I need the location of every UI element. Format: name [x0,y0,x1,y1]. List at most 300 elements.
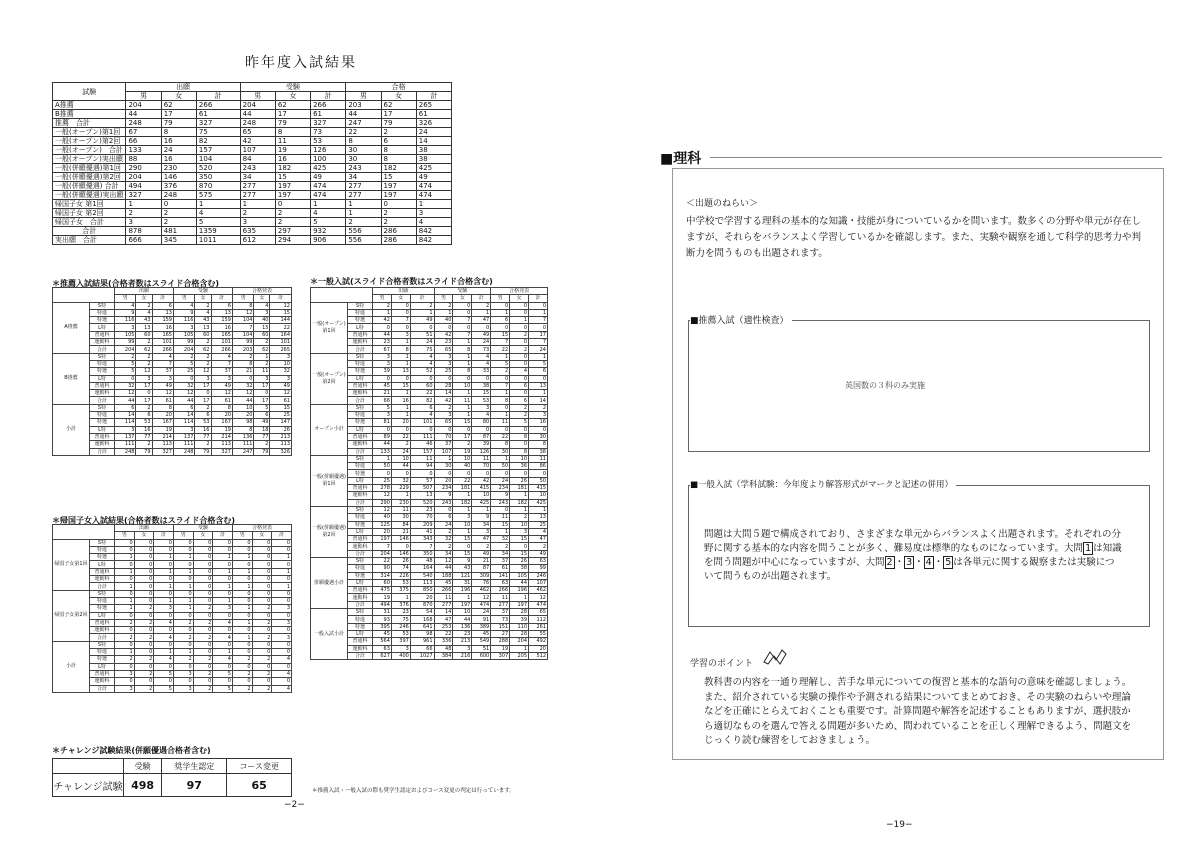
kikoku-course-label: S特 [90,590,115,597]
table-cell: 101 [410,419,434,426]
table-cell: 4 [272,656,292,663]
table-cell: 11 [410,455,434,462]
table-cell: 1 [232,554,252,561]
table-cell: 73 [472,346,491,353]
table-cell: 0 [472,470,491,477]
ippan-course-label: 普通科 [348,536,373,543]
kikoku-course-label: 特進 [90,649,115,656]
table-cell: 0 [434,426,453,433]
table-cell: 40 [373,514,392,521]
table-cell: 146 [391,550,410,557]
table-cell: 14 [416,137,451,146]
table-cell: 101 [211,339,232,346]
kikoku-course-label: S特 [90,539,115,546]
table-cell: 216 [453,652,472,659]
table-cell: 1 [213,554,233,561]
table-cell: 0 [510,339,529,346]
kikoku-course-label: 運動科 [90,678,115,685]
table-cell: 2 [252,656,272,663]
table-cell: 0 [213,627,233,634]
table-cell: 0 [272,561,292,568]
table-cell: 24 [410,339,434,346]
table-cell: 126 [311,146,346,155]
table-cell: 16 [152,324,173,331]
ippan-course-label: 合計 [348,652,373,659]
table-cell: 15 [491,331,510,338]
table-cell: 0 [173,612,193,619]
table-cell: 8 [346,137,381,146]
table-cell: 0 [232,590,252,597]
suisen-course-label: 特進 [90,360,115,367]
table-cell: 0 [173,641,193,648]
table-cell: 0 [115,375,136,382]
table-cell: 17 [275,110,310,119]
table-cell: 0 [529,324,548,331]
table-cell: 0 [213,546,233,553]
table-cell: 0 [491,404,510,411]
ippan-group-label: 一般(併願優遇)第2回 [311,506,348,557]
table-cell: 0 [373,426,392,433]
table-cell: 1 [391,390,410,397]
table-cell: 34 [472,521,491,528]
table-cell: 247 [346,119,381,128]
table-cell: 2 [173,656,193,663]
ippan-course-label: S特 [348,302,373,309]
table-cell: 1 [154,568,174,575]
table-cell: 3 [154,605,174,612]
table-cell: 2 [434,302,453,309]
table-cell: 65 [240,128,275,137]
table-row [53,539,292,546]
table-cell: 0 [510,360,529,367]
table-cell: 4 [173,302,194,309]
table-cell: 0 [391,470,410,477]
table-cell: 7 [410,543,434,550]
table-cell: 230 [391,499,410,506]
table-cell: 13 [136,324,152,331]
table-cell: 3 [270,353,292,360]
table-cell: 0 [193,576,213,583]
table-cell: 12 [136,368,152,375]
sub-header: 女 [275,92,310,101]
table-cell: 31 [373,609,392,616]
table-cell: 2 [232,670,252,677]
table-cell: 8 [232,426,253,433]
ippan-course-label: L特 [348,579,373,586]
table-cell: 549 [472,638,491,645]
table-cell: 5 [254,404,270,411]
table-cell: 2 [254,360,270,367]
table-cell: 75 [196,128,240,137]
table-cell: 77 [136,433,152,440]
suisen-group-header: 合格発表 [232,288,291,295]
suisen-sub-header: 男 [115,295,136,302]
table-cell: 19 [211,426,232,433]
table-cell: 63 [529,557,548,564]
row-label: 帰国子女 合計 [53,218,126,227]
table-cell: 49 [410,317,434,324]
kikoku-course-label: 特進 [90,546,115,553]
suisen-course-label: 合計 [90,397,115,404]
table-cell: 1 [213,597,233,604]
table-cell: 2 [491,368,510,375]
table-cell: 1 [391,492,410,499]
table-cell: 10 [453,382,472,389]
table-cell: 0 [136,390,152,397]
table-cell: 1 [453,360,472,367]
table-cell: 0 [232,663,252,670]
table-cell: 1 [491,528,510,535]
table-cell: 1 [453,492,472,499]
suisen-course-label: L特 [90,426,115,433]
table-cell: 12 [152,390,173,397]
table-cell: 164 [270,331,292,338]
table-cell: 397 [391,638,410,645]
results-summary-table [52,82,452,245]
table-cell: 0 [213,678,233,685]
table-cell: 99 [232,339,253,346]
table-cell: 4 [213,634,233,641]
table-cell: 1 [391,412,410,419]
ippan-course-label: 特選 [348,470,373,477]
table-cell: 612 [240,236,275,245]
table-cell: 1 [510,645,529,652]
table-cell: 167 [152,419,173,426]
table-cell: 19 [275,146,310,155]
table-cell: 7 [152,360,173,367]
table-cell: 265 [270,346,292,353]
table-cell: 0 [453,426,472,433]
table-cell: 575 [196,191,240,200]
table-cell: 112 [529,616,548,623]
table-cell: 15 [453,536,472,543]
table-cell: 906 [311,236,346,245]
table-cell: 20 [373,528,392,535]
table-cell: 1 [154,583,174,590]
table-cell: 0 [453,470,472,477]
kikoku-sub-header: 男 [115,532,135,539]
table-cell: 2 [472,543,491,550]
table-cell: 494 [126,182,161,191]
table-cell: 121 [453,572,472,579]
table-cell: 40 [453,463,472,470]
table-cell: 113 [211,441,232,448]
table-cell: 91 [472,616,491,623]
table-cell: 44 [391,463,410,470]
table-cell: 62 [136,346,152,353]
ippan-course-label: 運動科 [348,390,373,397]
table-cell: 2 [252,670,272,677]
table-cell: 2 [275,218,310,227]
table-cell: 1 [510,506,529,513]
table-cell: 376 [161,182,196,191]
table-cell: 14 [173,412,194,419]
ippan-group-header: 受験 [434,288,491,295]
table-cell: 105 [173,331,194,338]
table-cell: 327 [152,448,173,455]
table-cell: 61 [196,110,240,119]
table-cell: 0 [173,375,194,382]
table-cell: 0 [472,375,491,382]
table-cell: 44 [232,397,253,404]
ippan-course-label: S特 [348,353,373,360]
table-cell: 0 [232,678,252,685]
table-cell: 1 [311,200,346,209]
table-cell: 0 [232,375,253,382]
table-cell: 197 [381,191,416,200]
table-cell: 25 [434,368,453,375]
table-cell: 53 [391,630,410,637]
table-cell: 214 [152,433,173,440]
table-cell: 0 [529,426,548,433]
table-cell: 277 [346,182,381,191]
table-cell: 0 [252,539,272,546]
table-cell: 44 [115,397,136,404]
table-cell: 3 [272,619,292,626]
table-cell: 8 [491,441,510,448]
table-cell: 30 [391,514,410,521]
table-cell: 850 [410,587,434,594]
ippan-sub-header: 計 [529,295,548,302]
table-cell: 0 [115,663,135,670]
table-cell: 15 [472,390,491,397]
table-cell: 4 [154,656,174,663]
table-row [53,191,452,200]
table-cell: 87 [472,565,491,572]
table-cell: 104 [196,155,240,164]
sub-header: 計 [196,92,240,101]
table-cell: 475 [373,587,392,594]
ippan-box-1: 1 [1085,543,1092,554]
table-cell: 2 [252,619,272,626]
table-cell: 1 [173,649,193,656]
sub-header: 計 [311,92,346,101]
table-cell: 24 [434,521,453,528]
table-cell: 8 [152,404,173,411]
row-label: 実出願 合計 [53,236,126,245]
suisen-group-label: 小計 [53,404,90,455]
table-cell: 16 [275,155,310,164]
table-cell: 0 [373,324,392,331]
table-cell: 6 [529,368,548,375]
table-cell: 0 [134,597,154,604]
table-cell: 0 [529,375,548,382]
ippan-text-part-1: 問題は大問５題で構成されており、さまざまな単元からバランスよく出題されます。それぞれの分野に関する基本的な内容を問うことが多く、難易度は標準的なものになっています。大問 [704,529,1121,554]
table-cell: 0 [193,597,213,604]
heading-rule [710,157,1162,158]
table-cell: 0 [134,641,154,648]
table-cell: 26 [391,557,410,564]
kikoku-group-label: 帰国子女第2回 [53,590,90,641]
table-cell: 111 [115,441,136,448]
ippan-sep-2: ・ [914,557,924,568]
table-cell: 44 [346,110,381,119]
table-cell: 15 [275,173,310,182]
table-cell: 0 [154,678,174,685]
table-cell: 492 [529,638,548,645]
table-cell: 53 [195,419,211,426]
table-cell: 1 [391,360,410,367]
table-cell: 6 [115,404,136,411]
suisen-sub-header: 女 [136,295,152,302]
table-cell: 3 [434,353,453,360]
table-cell: 1 [491,455,510,462]
ippan-sub-header: 男 [491,295,510,302]
table-cell: 11 [472,455,491,462]
table-cell: 932 [311,227,346,236]
row-label: B推薦 [53,110,126,119]
table-cell: 21 [373,390,392,397]
table-cell: 34 [346,173,381,182]
table-cell: 1 [510,594,529,601]
table-cell: 66 [126,137,161,146]
table-cell: 15 [453,550,472,557]
table-cell: 204 [240,101,275,110]
table-cell: 494 [373,601,392,608]
corner-cell [53,288,115,303]
table-cell: 38 [416,146,451,155]
sub-header: 計 [416,92,451,101]
table-cell: 0 [252,597,272,604]
table-cell: 5 [196,218,240,227]
ippan-course-label: 特選 [348,419,373,426]
table-cell: 11 [491,594,510,601]
ippan-group-label: 一般入試小計 [311,609,348,660]
table-cell: 13 [529,382,548,389]
table-cell: 44 [373,331,392,338]
table-cell: 88 [126,155,161,164]
table-cell: 842 [416,227,451,236]
table-cell: 0 [252,546,272,553]
table-cell: 61 [416,110,451,119]
table-cell: 0 [453,302,472,309]
table-cell: 1 [491,309,510,316]
table-cell: 81 [373,419,392,426]
table-cell: 1 [391,404,410,411]
ippan-course-label: 運動科 [348,645,373,652]
table-cell: 0 [252,561,272,568]
table-cell: 0 [232,641,252,648]
table-cell: 2 [254,441,270,448]
table-cell: 2 [134,605,154,612]
table-cell: 3 [270,375,292,382]
table-cell: 2 [136,353,152,360]
table-cell: 157 [196,146,240,155]
table-cell: 10 [453,609,472,616]
table-cell: 842 [416,236,451,245]
suisen-title: ■推薦入試（適性検査） [690,313,792,326]
table-cell: 197 [453,601,472,608]
table-cell: 248 [115,448,136,455]
table-cell: 10 [391,455,410,462]
table-cell: 12 [232,390,253,397]
table-cell: 3 [213,605,233,612]
table-cell: 49 [254,419,270,426]
table-cell: 10 [510,455,529,462]
table-cell: 3 [391,331,410,338]
suisen-course-label: 普通科 [90,331,115,338]
table-cell: 4 [196,209,240,218]
table-cell: 57 [410,477,434,484]
table-cell: 20 [211,412,232,419]
table-cell: 4 [254,302,270,309]
ippan-sep-3: ・ [933,557,944,568]
table-cell: 34 [491,550,510,557]
table-cell: 43 [195,317,211,324]
table-cell: 45 [434,579,453,586]
table-cell: 4 [510,368,529,375]
table-cell: 0 [193,568,213,575]
table-cell: 0 [134,627,154,634]
table-cell: 290 [373,499,392,506]
point-title: 学習のポイント [690,659,754,669]
table-cell: 12 [211,390,232,397]
table-cell: 44 [173,397,194,404]
table-cell: 2 [134,685,154,692]
table-cell: 6 [136,412,152,419]
table-cell: 3 [510,528,529,535]
table-cell: 4 [213,619,233,626]
table-cell: 0 [410,324,434,331]
challenge-header-course: コース変更 [227,759,292,774]
table-cell: 111 [232,441,253,448]
table-cell: 13 [152,309,173,316]
table-cell: 0 [434,506,453,513]
table-cell: 8 [391,346,410,353]
ippan-course-label: 運動科 [348,441,373,448]
table-cell: 0 [391,309,410,316]
table-cell: 141 [491,572,510,579]
table-cell: 1 [416,200,451,209]
table-cell: 2 [134,670,154,677]
table-cell: 165 [152,331,173,338]
table-cell: 197 [275,182,310,191]
table-cell: 415 [472,485,491,492]
table-cell: 12 [115,390,136,397]
table-cell: 2 [510,412,529,419]
table-cell: 38 [510,565,529,572]
table-cell: 82 [410,397,434,404]
table-cell: 7 [491,382,510,389]
table-cell: 10 [453,455,472,462]
table-row [53,155,452,164]
table-row [53,209,452,218]
table-cell: 4 [311,209,346,218]
table-row [311,353,548,360]
suisen-course-label: 特選 [90,368,115,375]
table-cell: 42 [434,397,453,404]
table-cell: 14 [115,412,136,419]
table-cell: 266 [211,346,232,353]
table-row [311,404,548,411]
table-cell: 48 [410,557,434,564]
ippan-group-label: 一般(オープン)第2回 [311,353,348,404]
ippan-course-label: L特 [348,477,373,484]
table-cell: 137 [115,433,136,440]
suisen-sub-header: 女 [254,295,270,302]
row-label: 一般(併願優遇)実出願 [53,191,126,200]
table-cell: 89 [373,433,392,440]
table-cell: 350 [410,550,434,557]
table-row [53,236,452,245]
ippan-box-2: 2 [886,557,893,568]
ippan-course-label: 合計 [348,448,373,455]
table-cell: 462 [529,587,548,594]
table-cell: 8 [232,302,253,309]
table-cell: 0 [453,309,472,316]
table-cell: 10 [270,360,292,367]
table-cell: 0 [252,583,272,590]
